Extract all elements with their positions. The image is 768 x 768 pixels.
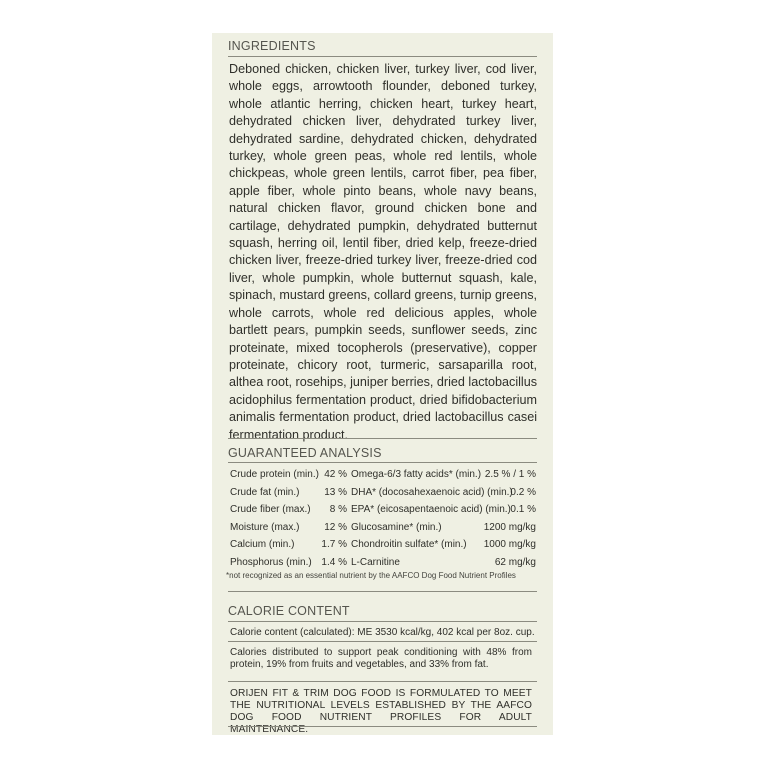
analysis-label: Glucosamine* (min.)	[351, 521, 442, 533]
analysis-label: Crude fiber (max.)	[230, 504, 311, 515]
analysis-value: 0.2 %	[510, 486, 536, 498]
ingredients-title: INGREDIENTS	[228, 39, 316, 53]
analysis-value: 1200 mg/kg	[483, 521, 536, 533]
analysis-row	[230, 539, 536, 557]
divider	[228, 641, 537, 642]
analysis-label: Crude fat (min.)	[230, 486, 300, 498]
label-panel	[212, 33, 553, 735]
analysis-value: 1.4 %	[321, 556, 347, 568]
ingredients-text: Deboned chicken, chicken liver, turkey liver, cod liver, whole eggs, arrowtooth flounder, deboned turkey, whole atlantic herring, chicken heart, turkey heart, dehydrated chicken liver, dehydrated turkey liver, dehydrated sardine, dehydrated chicken, dehydrated turkey, whole green peas, whole red lentils, whole chickpeas, whole green lentils, carrot fiber, pea fiber, apple fiber, whole pinto beans, whole navy beans, natural chicken flavor, ground chicken bone and cartilage, dehydrated pumpkin, dehydrated butternut squash, herring oil, lentil fiber, dried kelp, freeze-dried chicken liver, freeze-dried turkey liver, freeze-dried cod liver, whole pumpkin, whole butternut squash, kale, spinach, mustard greens, collard greens, turnip greens, whole carrots, whole red delicious apples, whole bartlett pears, pumpkin seeds, sunflower seeds, zinc proteinate, mixed tocopherols (preservative), copper proteinate, chicory root, turmeric, sarsaparilla root, althea root, rosehips, juniper berries, dried lactobacillus acidophilus fermentation product, dried bifidobacterium animalis fermentation product, dried lactobacillus casei fermentation product.	[229, 62, 538, 442]
calorie-distribution: Calories distributed to support peak conditioning with 48% from protein, 19% from fruits and vegetables, and 33% from fat.	[230, 647, 532, 670]
calorie-calculated: Calorie content (calculated): ME 3530 kcal/kg, 402 kcal per 8oz. cup.	[230, 627, 535, 638]
analysis-value: 1.7 %	[321, 539, 347, 550]
divider	[228, 621, 537, 622]
analysis-value: 12 %	[324, 521, 347, 533]
analysis-label: Calcium (min.)	[230, 539, 295, 550]
analysis-label: DHA* (docosahexaenoic acid) (min.)	[351, 486, 513, 498]
analysis-row	[230, 487, 536, 505]
divider	[228, 726, 537, 727]
analysis-row	[230, 504, 536, 522]
divider	[228, 591, 537, 592]
analysis-title: GUARANTEED ANALYSIS	[228, 446, 382, 460]
divider	[228, 56, 537, 57]
analysis-value: 42 %	[324, 469, 347, 480]
analysis-row	[230, 522, 536, 540]
aafco-statement: ORIJEN FIT & TRIM DOG FOOD IS FORMULATED TO MEET THE NUTRITIONAL LEVELS ESTABLISHED BY THE AAFCO DOG FOOD NUTRIENT PROFILES FOR ADULT MAINTENANCE.	[230, 688, 532, 735]
analysis-value: 1000 mg/kg	[483, 539, 536, 550]
analysis-label: Crude protein (min.)	[230, 469, 319, 480]
analysis-footnote: *not recognized as an essential nutrient by the AAFCO Dog Food Nutrient Profiles	[226, 571, 516, 580]
analysis-row	[230, 469, 536, 487]
divider	[228, 681, 537, 682]
analysis-label: L-Carnitine	[351, 556, 400, 568]
analysis-table	[230, 469, 536, 574]
calorie-title: CALORIE CONTENT	[228, 604, 350, 618]
analysis-label: Moisture (max.)	[230, 521, 300, 533]
analysis-value: 62 mg/kg	[494, 556, 536, 568]
analysis-label: Chondroitin sulfate* (min.)	[351, 539, 467, 550]
analysis-value: 0.1 %	[510, 504, 536, 515]
analysis-label: EPA* (eicosapentaenoic acid) (min.)	[351, 504, 511, 515]
analysis-value: 8 %	[329, 504, 347, 515]
divider	[228, 438, 537, 439]
analysis-label: Phosphorus (min.)	[230, 556, 312, 568]
analysis-value: 2.5 % / 1 %	[484, 469, 536, 480]
divider	[228, 462, 537, 463]
analysis-value: 13 %	[324, 486, 347, 498]
analysis-label: Omega-6/3 fatty acids* (min.)	[351, 469, 482, 480]
